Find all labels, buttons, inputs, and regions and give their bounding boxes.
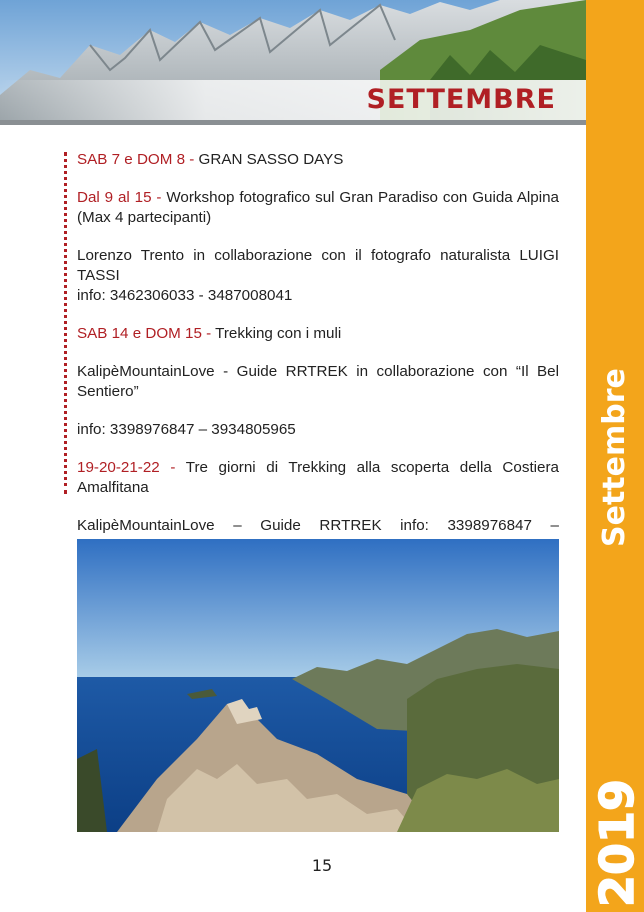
sidebar-month-label: Settembre bbox=[597, 368, 632, 547]
event-text: KalipèMountainLove - Guide RRTREK in collaborazione con “Il Bel Sentiero” bbox=[77, 363, 559, 400]
event-item bbox=[77, 150, 559, 170]
event-item bbox=[77, 420, 559, 440]
event-date: Dal 9 al 15 - bbox=[77, 189, 162, 206]
sidebar-year-label: 2019 bbox=[590, 778, 644, 907]
event-list bbox=[77, 150, 559, 574]
event-item bbox=[77, 458, 559, 498]
coast-photo bbox=[77, 539, 559, 832]
event-date: SAB 7 e DOM 8 - bbox=[77, 151, 195, 168]
event-item bbox=[77, 188, 559, 228]
page-number: 15 bbox=[311, 856, 333, 875]
event-item bbox=[77, 246, 559, 306]
event-text: info: 3398976847 – 3934805965 bbox=[77, 421, 296, 438]
event-info: info: 3462306033 - 3487008041 bbox=[77, 287, 293, 304]
event-text: Tre giorni di Trekking alla scoperta della Costiera Amalfitana bbox=[77, 459, 559, 496]
header-banner bbox=[0, 0, 586, 125]
dotted-divider bbox=[64, 152, 67, 494]
page-title: SETTEMBRE bbox=[366, 84, 556, 115]
event-item bbox=[77, 324, 559, 344]
event-text: GRAN SASSO DAYS bbox=[194, 151, 344, 168]
event-item bbox=[77, 362, 559, 402]
sidebar bbox=[586, 0, 644, 912]
event-text: Lorenzo Trento in collaborazione con il fotografo naturalista LUIGI TASSI bbox=[77, 247, 559, 284]
event-date: SAB 14 e DOM 15 - bbox=[77, 325, 212, 342]
event-text: Workshop fotografico sul Gran Paradiso con Guida Alpina (Max 4 partecipanti) bbox=[77, 189, 559, 226]
event-text: KalipèMountainLove – Guide RRTREK info: 3398976847 – bbox=[77, 517, 559, 534]
coast-landscape-image bbox=[77, 539, 559, 832]
event-date: 19-20-21-22 - bbox=[77, 459, 176, 476]
event-text: Trekking con i muli bbox=[211, 325, 342, 342]
